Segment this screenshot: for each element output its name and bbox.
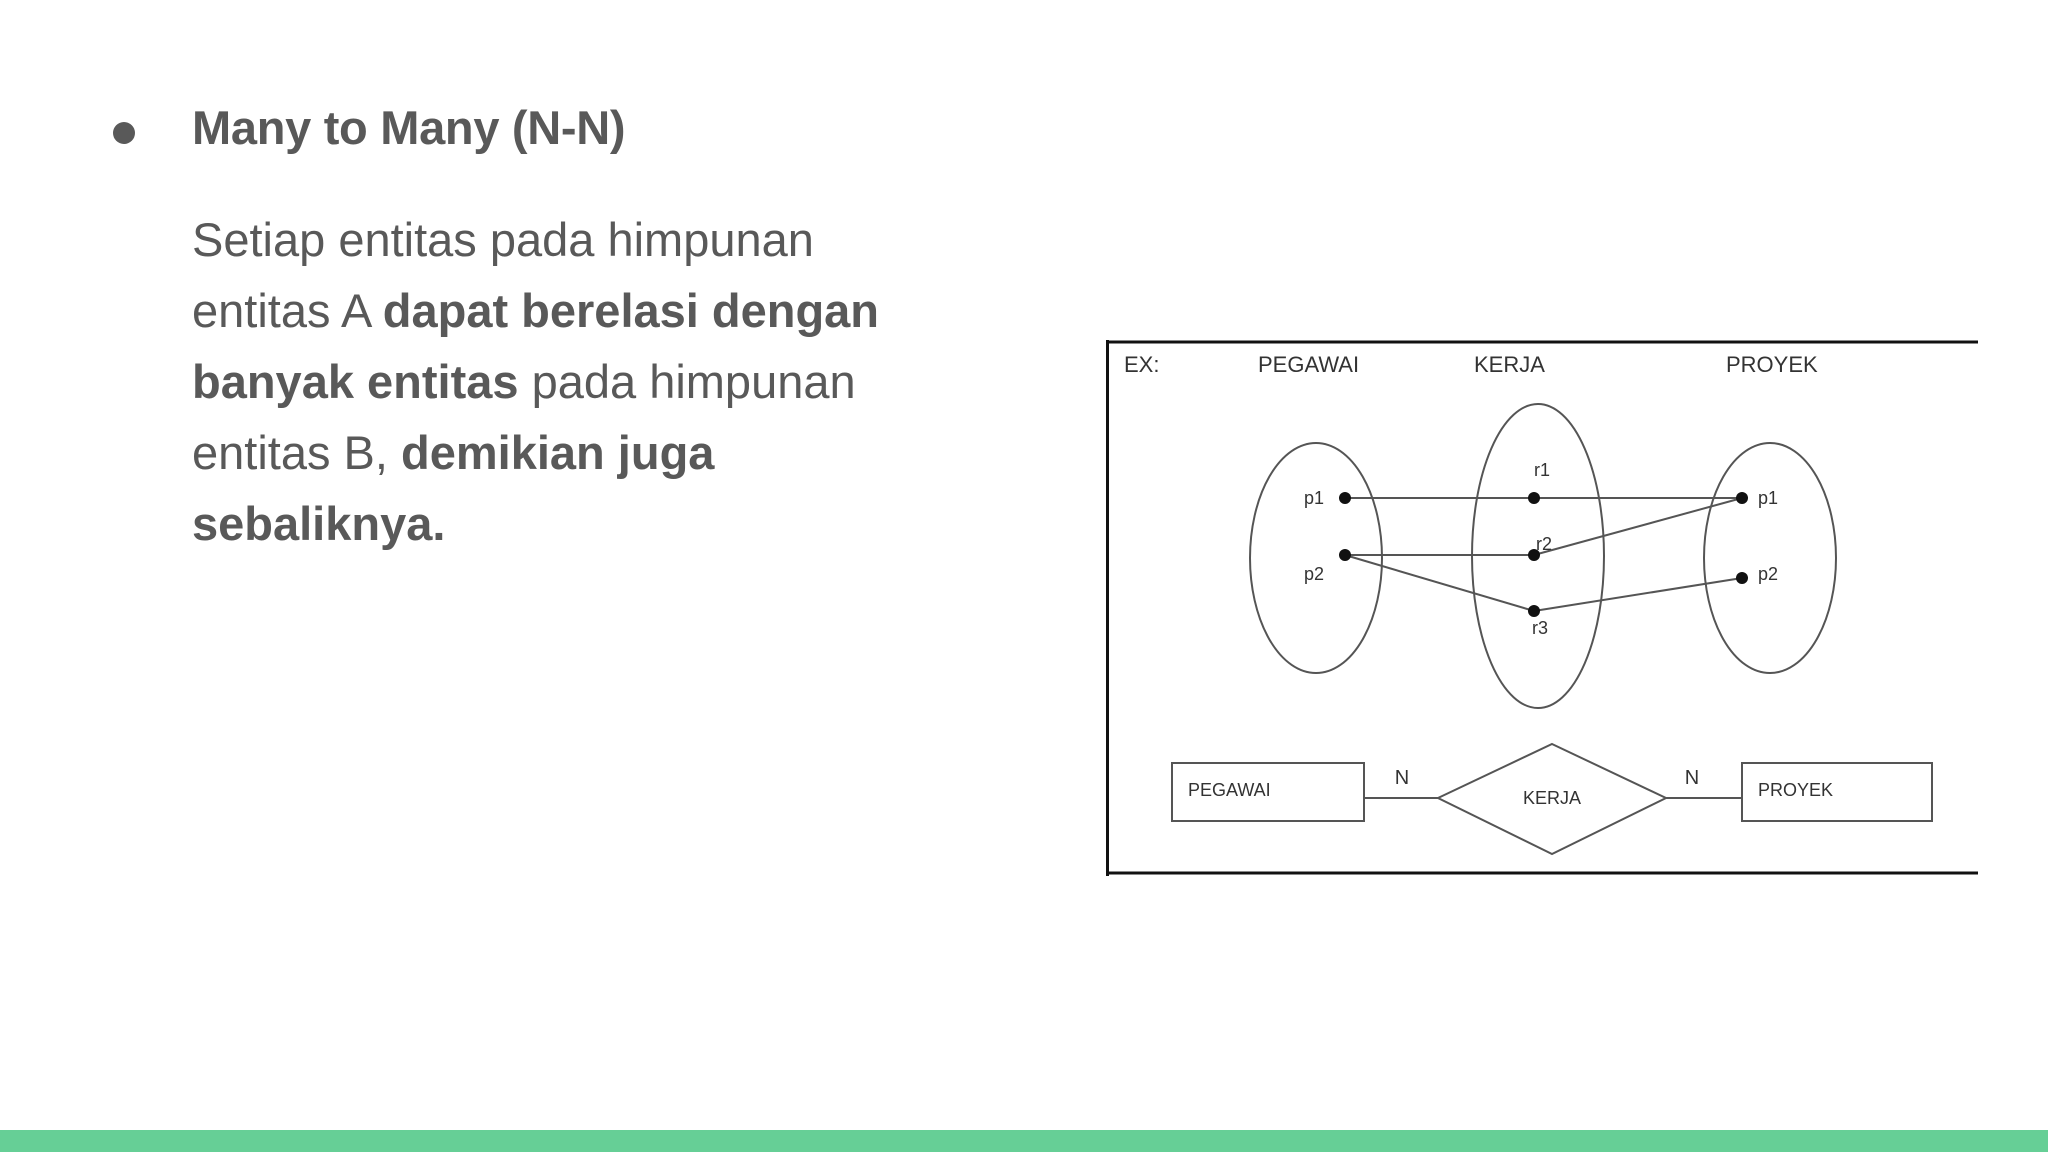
body-text-segment: pada himpunan entitas B, xyxy=(192,355,856,479)
dot-middle-r3 xyxy=(1528,605,1540,617)
dot-right-p1 xyxy=(1736,492,1748,504)
body-text-emphasis: demikian juga sebaliknya. xyxy=(192,426,715,550)
slide-body-text xyxy=(192,204,952,559)
dot-middle-r1 xyxy=(1528,492,1540,504)
er-entity-proyek-label: PROYEK xyxy=(1758,780,1834,800)
dot-left-p2 xyxy=(1339,549,1351,561)
bullet-icon xyxy=(113,122,135,144)
er-cardinality-left: N xyxy=(1394,767,1410,789)
body-text-segment: Setiap entitas pada himpunan entitas A xyxy=(192,213,814,337)
dot-left-p1 xyxy=(1339,492,1351,504)
diagram-svg xyxy=(1106,340,1978,876)
dot-right-p2 xyxy=(1736,572,1748,584)
body-text-emphasis: dapat berelasi dengan banyak entitas xyxy=(192,284,880,408)
er-entity-pegawai-label: PEGAWAI xyxy=(1188,780,1271,800)
column-title-pegawai: PEGAWAI xyxy=(1258,352,1360,377)
label-middle-r3: r3 xyxy=(1532,618,1549,638)
label-middle-r1: r1 xyxy=(1534,460,1551,480)
slide-heading: Many to Many (N-N) xyxy=(192,101,626,154)
er-relationship-kerja-label: KERJA xyxy=(1522,788,1582,808)
many-to-many-diagram xyxy=(1106,340,1978,876)
label-middle-r2: r2 xyxy=(1536,534,1553,554)
label-right-p2: p2 xyxy=(1758,564,1779,584)
er-cardinality-right: N xyxy=(1684,767,1700,789)
label-left-p1: p1 xyxy=(1304,488,1325,508)
column-title-kerja: KERJA xyxy=(1474,352,1545,377)
label-right-p1: p1 xyxy=(1758,488,1779,508)
label-left-p2: p2 xyxy=(1304,564,1325,584)
column-title-proyek: PROYEK xyxy=(1726,352,1818,377)
footer-accent-bar xyxy=(0,1130,2048,1152)
ex-label: EX: xyxy=(1124,352,1160,377)
